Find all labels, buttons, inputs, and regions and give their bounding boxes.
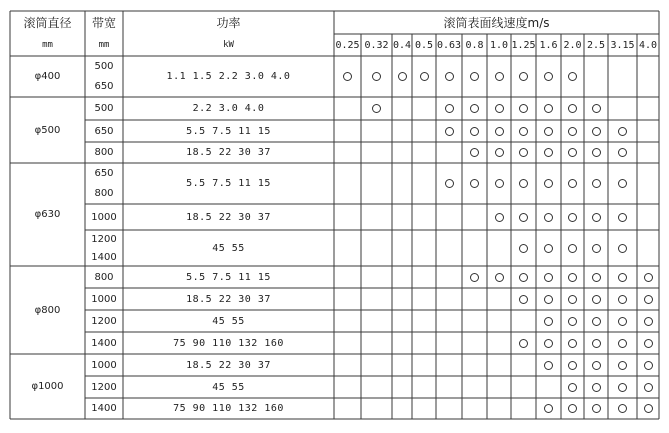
available-circle-icon	[618, 127, 627, 136]
speed-header-cell: 0.4	[392, 39, 412, 51]
speed-header-cell: 0.63	[436, 39, 462, 51]
available-circle-icon	[544, 213, 553, 222]
available-circle-icon	[544, 273, 553, 282]
available-circle-icon	[592, 127, 601, 136]
available-circle-icon	[568, 339, 577, 348]
belt-width-cell: 800	[94, 147, 114, 158]
available-circle-icon	[544, 339, 553, 348]
speed-header-cell: 1.6	[539, 39, 558, 51]
available-circle-icon	[592, 213, 601, 222]
diameter-unit: mm	[42, 40, 53, 50]
belt-width-cell: 650	[94, 125, 114, 137]
available-circle-icon	[644, 404, 653, 413]
available-circle-icon	[592, 404, 601, 413]
belt-width-cell: 650	[94, 167, 114, 179]
available-circle-icon	[618, 148, 627, 157]
available-circle-icon	[470, 273, 479, 282]
available-circle-icon	[568, 72, 577, 81]
diameter-cell: φ500	[34, 124, 61, 136]
available-circle-icon	[519, 213, 528, 222]
available-circle-icon	[495, 127, 504, 136]
power-cell: 18.5 22 30 37	[186, 293, 271, 305]
available-circle-icon	[544, 295, 553, 304]
available-circle-icon	[445, 104, 454, 113]
available-circle-icon	[644, 295, 653, 304]
available-circle-icon	[544, 317, 553, 326]
speed-header-cell: 0.32	[364, 39, 389, 51]
available-circle-icon	[644, 383, 653, 392]
power-cell: 18.5 22 30 37	[186, 359, 271, 371]
available-circle-icon	[592, 295, 601, 304]
speed-header-cell: 0.5	[414, 39, 434, 51]
available-circle-icon	[420, 72, 429, 81]
available-circle-icon	[544, 104, 553, 113]
available-circle-icon	[592, 179, 601, 188]
available-circle-icon	[519, 104, 528, 113]
belt-width-cell: 500	[94, 60, 114, 72]
available-circle-icon	[592, 383, 601, 392]
belt-width-cell: 1000	[91, 211, 117, 223]
available-circle-icon	[592, 361, 601, 370]
available-circle-icon	[568, 104, 577, 113]
available-circle-icon	[495, 72, 504, 81]
available-circle-icon	[519, 179, 528, 188]
available-circle-icon	[544, 72, 553, 81]
available-circle-icon	[618, 244, 627, 253]
available-circle-icon	[592, 104, 601, 113]
available-circle-icon	[568, 361, 577, 370]
available-circle-icon	[398, 72, 407, 81]
available-circle-icon	[470, 72, 479, 81]
belt-width-cell: 800	[94, 271, 114, 283]
power-cell: 5.5 7.5 11 15	[186, 178, 271, 189]
available-circle-icon	[470, 179, 479, 188]
available-circle-icon	[568, 404, 577, 413]
available-circle-icon	[592, 273, 601, 282]
available-circle-icon	[618, 404, 627, 413]
available-circle-icon	[644, 273, 653, 282]
belt-width-cell: 1400	[91, 403, 117, 414]
power-cell: 75 90 110 132 160	[173, 403, 284, 414]
speed-header-cell: 1.25	[511, 39, 536, 51]
available-circle-icon	[495, 179, 504, 188]
available-circle-icon	[568, 127, 577, 136]
power-cell: 5.5 7.5 11 15	[186, 125, 271, 137]
available-circle-icon	[568, 213, 577, 222]
belt-width-cell: 650	[94, 81, 114, 93]
available-circle-icon	[618, 383, 627, 392]
speed-header-cell: 0.25	[335, 39, 360, 51]
available-circle-icon	[495, 273, 504, 282]
available-circle-icon	[592, 317, 601, 326]
available-circle-icon	[618, 213, 627, 222]
available-circle-icon	[372, 72, 381, 81]
available-circle-icon	[618, 273, 627, 282]
speed-header-cell: 4.0	[638, 39, 658, 51]
available-circle-icon	[470, 148, 479, 157]
belt-width-cell: 1200	[91, 315, 117, 327]
width-unit: mm	[98, 40, 110, 50]
available-circle-icon	[519, 339, 528, 348]
available-circle-icon	[470, 104, 479, 113]
power-cell: 2.2 3.0 4.0	[192, 103, 265, 114]
speed-header-cell: 3.15	[610, 39, 635, 51]
power-cell: 5.5 7.5 11 15	[186, 271, 271, 283]
available-circle-icon	[592, 339, 601, 348]
available-circle-icon	[618, 317, 627, 326]
power-cell: 18.5 22 30 37	[186, 147, 271, 158]
power-cell: 75 90 110 132 160	[173, 337, 284, 349]
speed-header-cell: 2.5	[586, 39, 606, 51]
available-circle-icon	[568, 317, 577, 326]
available-circle-icon	[592, 244, 601, 253]
available-circle-icon	[519, 148, 528, 157]
available-circle-icon	[544, 148, 553, 157]
power-cell: 45 55	[212, 242, 245, 254]
available-circle-icon	[470, 127, 479, 136]
power-header: 功率	[216, 16, 241, 30]
available-circle-icon	[568, 244, 577, 253]
available-circle-icon	[644, 339, 653, 348]
available-circle-icon	[519, 295, 528, 304]
available-circle-icon	[644, 317, 653, 326]
available-circle-icon	[568, 295, 577, 304]
available-circle-icon	[618, 179, 627, 188]
available-circle-icon	[544, 179, 553, 188]
available-circle-icon	[618, 339, 627, 348]
available-circle-icon	[495, 104, 504, 113]
available-circle-icon	[568, 148, 577, 157]
belt-width-cell: 1200	[91, 233, 117, 245]
diameter-cell: φ800	[34, 304, 61, 316]
power-cell: 1.1 1.5 2.2 3.0 4.0	[166, 71, 291, 82]
belt-width-cell: 500	[94, 103, 114, 114]
available-circle-icon	[445, 72, 454, 81]
available-circle-icon	[519, 72, 528, 81]
available-circle-icon	[495, 148, 504, 157]
available-circle-icon	[445, 179, 454, 188]
available-circle-icon	[592, 148, 601, 157]
available-circle-icon	[644, 361, 653, 370]
available-circle-icon	[544, 361, 553, 370]
speed-header-cell: 1.0	[489, 39, 509, 51]
available-circle-icon	[519, 273, 528, 282]
power-cell: 18.5 22 30 37	[186, 211, 271, 223]
belt-width-cell: 1200	[91, 381, 117, 393]
belt-width-cell: 800	[94, 188, 114, 200]
available-circle-icon	[568, 383, 577, 392]
available-circle-icon	[568, 179, 577, 188]
power-unit: kW	[223, 40, 234, 50]
speed-header: 滚筒表面线速度m/s	[443, 16, 550, 30]
power-cell: 45 55	[212, 381, 245, 393]
speed-header-cell: 0.8	[465, 39, 484, 51]
width-header: 带宽	[91, 16, 116, 30]
available-circle-icon	[618, 361, 627, 370]
available-circle-icon	[618, 295, 627, 304]
available-circle-icon	[519, 244, 528, 253]
available-circle-icon	[544, 127, 553, 136]
available-circle-icon	[372, 104, 381, 113]
power-cell: 45 55	[212, 315, 245, 327]
available-circle-icon	[568, 273, 577, 282]
diameter-cell: φ400	[34, 71, 61, 82]
available-circle-icon	[445, 127, 454, 136]
belt-width-cell: 1000	[91, 293, 117, 305]
diameter-header: 滚筒直径	[23, 16, 72, 30]
available-circle-icon	[495, 213, 504, 222]
speed-header-cell: 2.0	[563, 39, 582, 51]
available-circle-icon	[343, 72, 352, 81]
belt-width-cell: 1400	[91, 251, 117, 263]
belt-width-cell: 1000	[91, 359, 117, 371]
diameter-cell: φ1000	[31, 381, 64, 392]
available-circle-icon	[519, 127, 528, 136]
available-circle-icon	[544, 244, 553, 253]
diameter-cell: φ630	[34, 209, 61, 220]
available-circle-icon	[544, 404, 553, 413]
belt-width-cell: 1400	[91, 337, 117, 349]
